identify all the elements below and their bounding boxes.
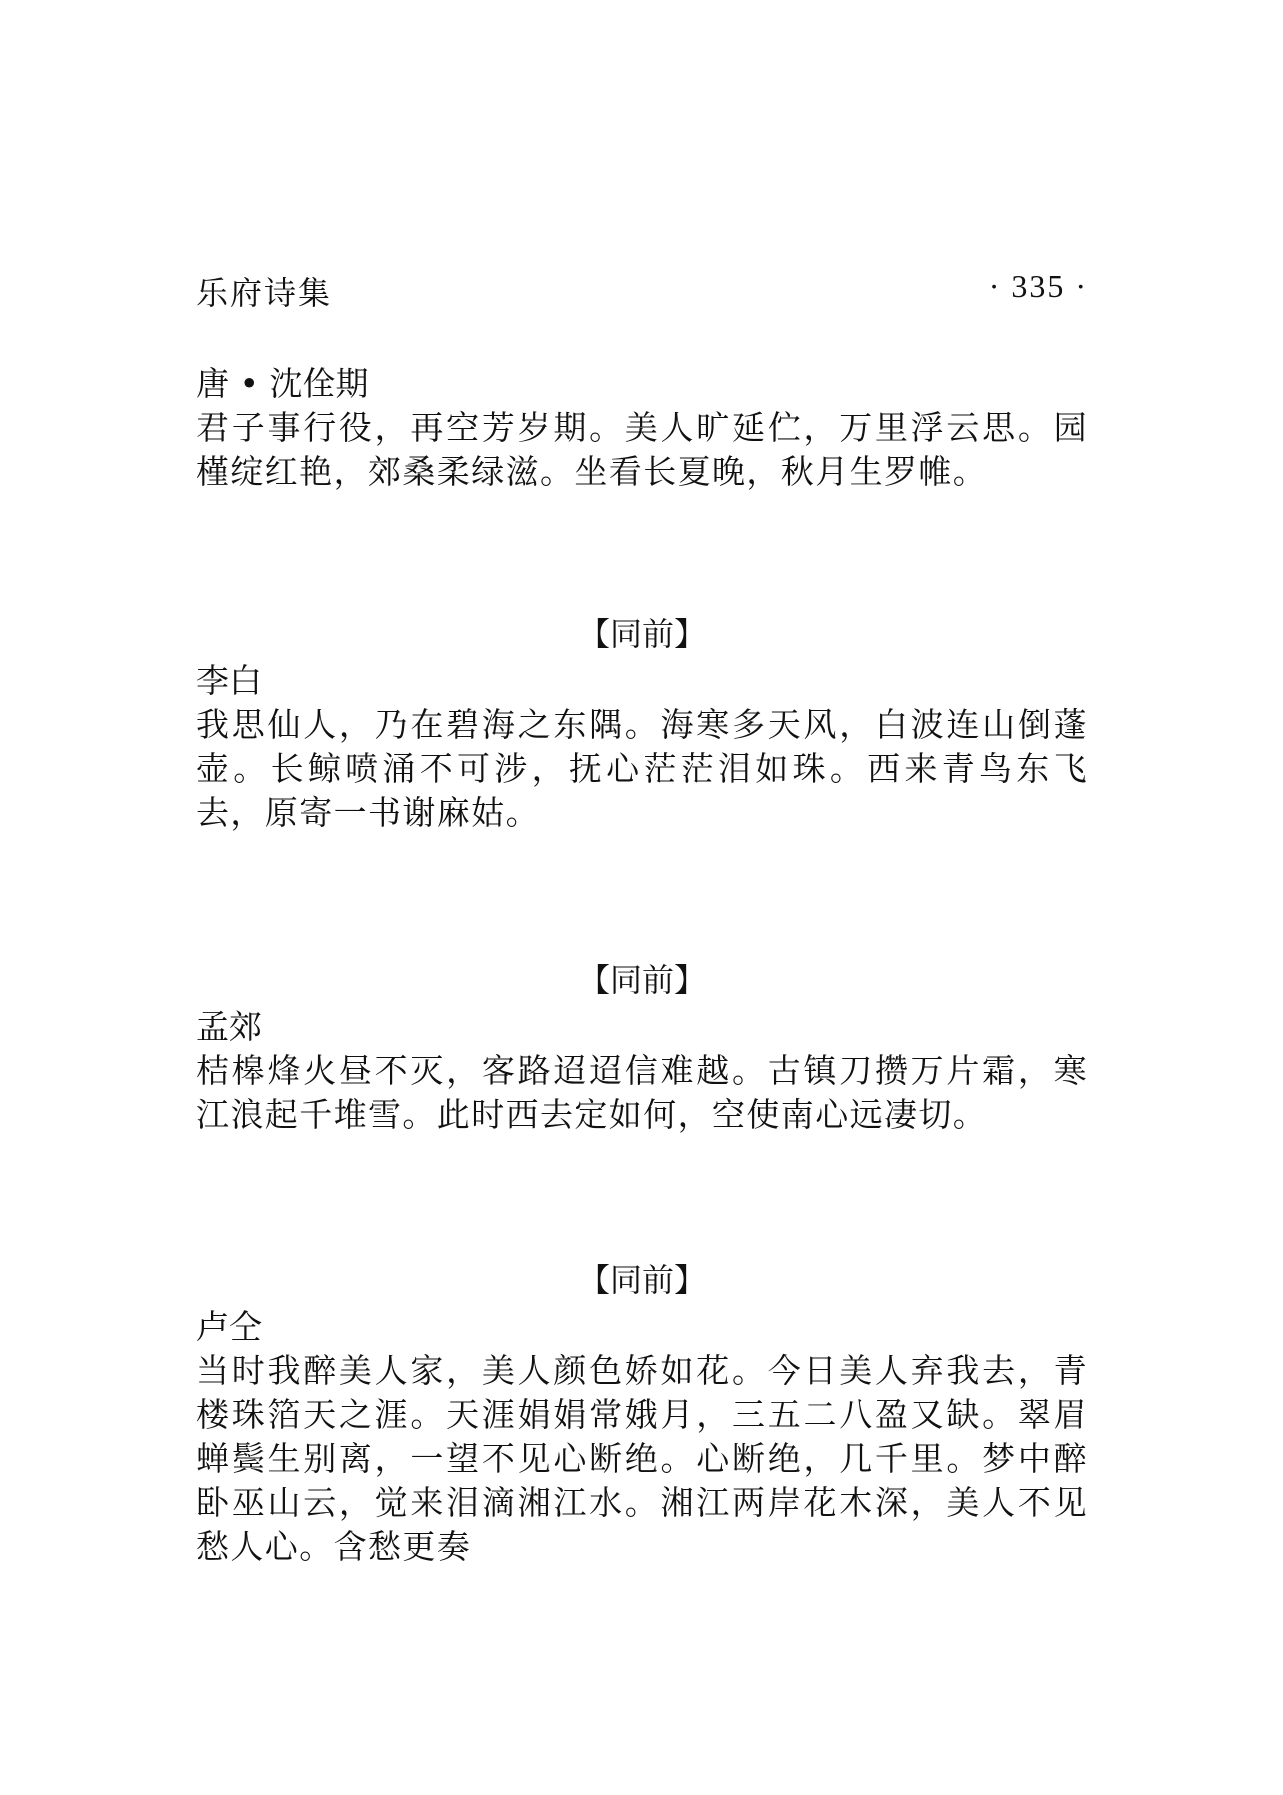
poem-author: 孟郊: [196, 1007, 262, 1046]
poem-author: 卢仝: [196, 1307, 262, 1346]
poem-text: 当时我醉美人家，美人颜色娇如花。今日美人弃我去，青楼珠箔天之涯。天涯娟娟常娥月，三五二八盈又缺。翠眉蝉鬓生别离，一望不见心断绝。心断绝，几千里。梦中醉卧巫山云，觉来泪滴湘江水。湘江两岸花木深，美人不见愁人心。含愁更奏: [196, 1351, 1088, 1566]
poem-author: 李白: [196, 661, 262, 700]
poem-section: [196, 362, 1088, 494]
poem-author: 唐 • 沈佺期: [196, 364, 369, 403]
page-number: · 335 ·: [988, 268, 1088, 304]
poem-text: 桔槔烽火昼不灭，客路迢迢信难越。古镇刀攒万片霜，寒江浪起千堆雪。此时西去定如何，空使南心远凄切。: [196, 1051, 1088, 1134]
section-title: 【同前】: [577, 1261, 706, 1299]
section-title: 【同前】: [577, 961, 706, 999]
poem-section: [196, 1258, 1088, 1569]
poem-text: 君子事行役，再空芳岁期。美人旷延伫，万里浮云思。园槿绽红艳，郊桑柔绿滋。坐看长夏晚，秋月生罗帷。: [196, 408, 1088, 491]
poem-text: 我思仙人，乃在碧海之东隅。海寒多天风，白波连山倒蓬壶。长鲸喷涌不可涉，抚心茫茫泪如珠。西来青鸟东飞去，原寄一书谢麻姑。: [196, 705, 1088, 832]
poem-section: [196, 958, 1088, 1137]
book-title: 乐府诗集: [196, 274, 333, 312]
poem-section: [196, 612, 1088, 835]
section-title: 【同前】: [577, 615, 706, 653]
page-header: [196, 268, 1088, 318]
